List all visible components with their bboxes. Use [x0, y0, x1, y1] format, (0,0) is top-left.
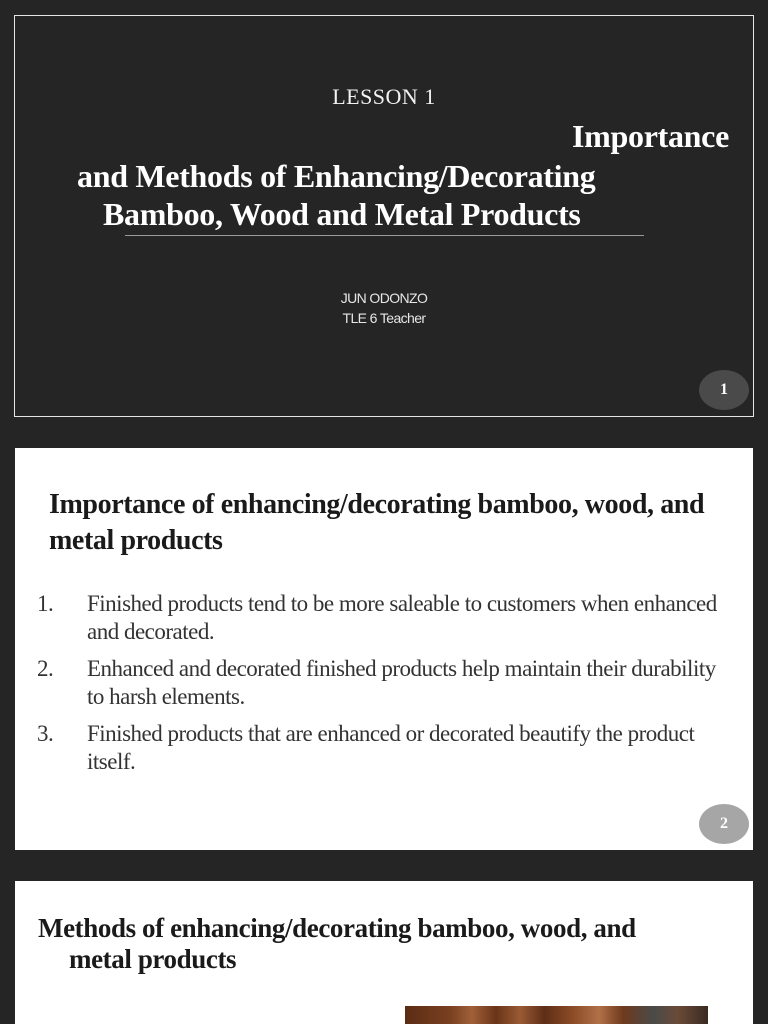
- title-line-2: and Methods of Enhancing/Decorating: [77, 158, 596, 194]
- list-item: [37, 720, 717, 776]
- slide-heading-line-2: metal products: [69, 944, 237, 974]
- slide-number-badge: 1: [699, 370, 749, 410]
- list-item: [37, 655, 717, 711]
- list-item-number: 1.: [37, 591, 54, 616]
- slide-heading-line-1: Methods of enhancing/decorating bamboo, wood, and: [38, 913, 636, 943]
- list-item-text: Finished products tend to be more saleable to customers when enhanced and decorated.: [87, 591, 717, 644]
- lesson-label: LESSON 1: [332, 84, 436, 109]
- slide-1-title: [14, 15, 754, 417]
- title-line-3: Bamboo, Wood and Metal Products: [103, 196, 581, 232]
- title-line-1: Importance: [572, 118, 729, 154]
- slide-heading: Importance of enhancing/decorating bamboo, wood, and metal products: [49, 489, 705, 556]
- slide-heading: [38, 913, 728, 975]
- numbered-list: [37, 590, 717, 785]
- list-item-text: Enhanced and decorated finished products help maintain their durability to harsh elements.: [87, 656, 716, 709]
- author-role: TLE 6 Teacher: [342, 310, 426, 326]
- slide-number-badge: 2: [699, 804, 749, 844]
- title-underline-divider: [125, 235, 644, 236]
- list-item-number: 3.: [37, 721, 54, 746]
- author-block: [15, 288, 753, 328]
- list-item-text: Finished products that are enhanced or decorated beautify the product itself.: [87, 721, 695, 774]
- author-name: JUN ODONZO: [340, 290, 428, 306]
- woodworking-photo: [405, 1006, 708, 1024]
- list-item-number: 2.: [37, 656, 54, 681]
- slide-3-methods: [15, 881, 753, 1024]
- slide-2-importance: [15, 448, 753, 850]
- list-item: [37, 590, 717, 646]
